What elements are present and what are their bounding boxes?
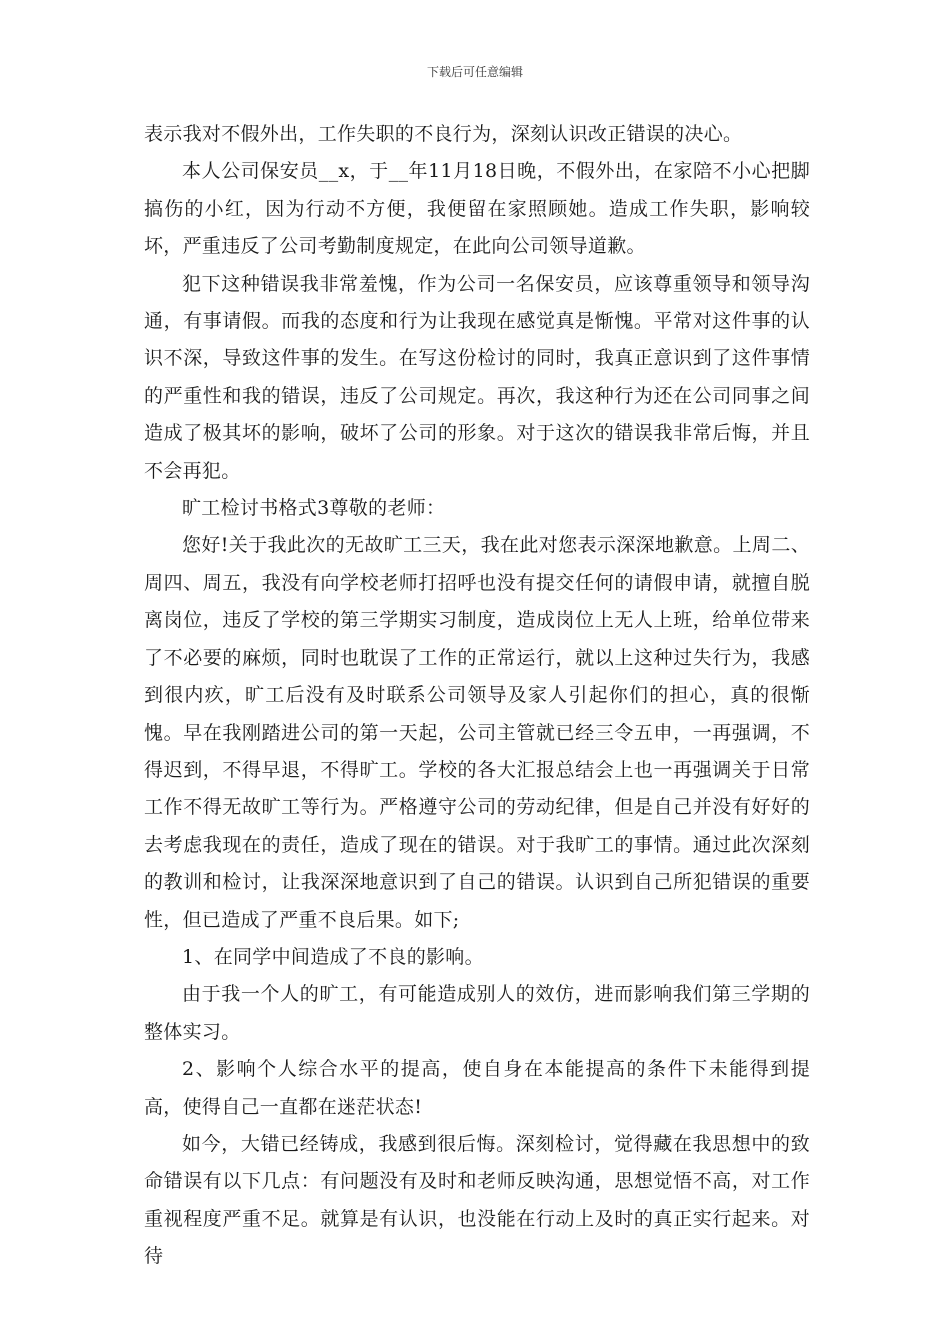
paragraph-1: 表示我对不假外出，工作失职的不良行为，深刻认识改正错误的决心。 bbox=[144, 123, 743, 145]
list-item-1: 1、在同学中间造成了不良的影响。 bbox=[182, 945, 484, 968]
document-body bbox=[144, 116, 810, 1276]
paragraph-5: 您好!关于我此次的无故旷工三天，我在此对您表示深深地歉意。上周二、周四、周五，我没有向学校老师打招呼也没有提交任何的请假申请，就擅自脱离岗位，违反了学校的第三学期实习制度，造成岗位上无人上班，给单位带来了不必要的麻烦，同时也耽误了工作的正常运行，就以上这种过失行为，我感到很内疚，旷工后没有及时联系公司领导及家人引起你们的担心，真的很惭愧。早在我刚踏进公司的第一天起，公司主管就已经三令五申，一再强调，不得迟到，不得早退，不得旷工。学校的各大汇报总结会上也一再强调关于日常工作不得无故旷工等行为。严格遵守公司的劳动纪律，但是自己并没有好好的去考虑我现在的责任，造成了现在的错误。对于我旷工的事情。通过此次深刻的教训和检讨，让我深深地意识到了自己的错误。认识到自己所犯错误的重要性，但已造成了严重不良后果。如下; bbox=[144, 534, 810, 931]
paragraph-9: 如今，大错已经铸成，我感到很后悔。深刻检讨，觉得藏在我思想中的致命错误有以下几点：有问题没有及时和老师反映沟通，思想觉悟不高，对工作重视程度严重不足。就算是有认识，也没能在行动上及时的真正实行起来。对待 bbox=[144, 1132, 810, 1268]
list-item-2: 2、影响个人综合水平的提高，使自身在本能提高的条件下未能得到提高，使得自己一直都在迷茫状态! bbox=[144, 1058, 810, 1118]
paragraph-2: 本人公司保安员__x，于__年11月18日晚，不假外出，在家陪不小心把脚搞伤的小红，因为行动不方便，我便留在家照顾她。造成工作失职，影响较坏，严重违反了公司考勤制度规定，在此向公司领导道歉。 bbox=[144, 160, 810, 258]
section-heading: 旷工检讨书格式3尊敬的老师： bbox=[182, 497, 446, 520]
page-header: 下载后可任意编辑 bbox=[426, 65, 523, 79]
paragraph-3: 犯下这种错误我非常羞愧，作为公司一名保安员，应该尊重领导和领导沟通，有事请假。而我的态度和行为让我现在感觉真是惭愧。平常对这件事的认识不深，导致这件事的发生。在写这份检讨的同时，我真正意识到了这件事情的严重性和我的错误，违反了公司规定。再次，我这种行为还在公司同事之间造成了极其坏的影响，破坏了公司的形象。对于这次的错误我非常后悔，并且不会再犯。 bbox=[144, 272, 810, 482]
paragraph-7: 由于我一个人的旷工，有可能造成别人的效仿，进而影响我们第三学期的整体实习。 bbox=[144, 983, 810, 1043]
